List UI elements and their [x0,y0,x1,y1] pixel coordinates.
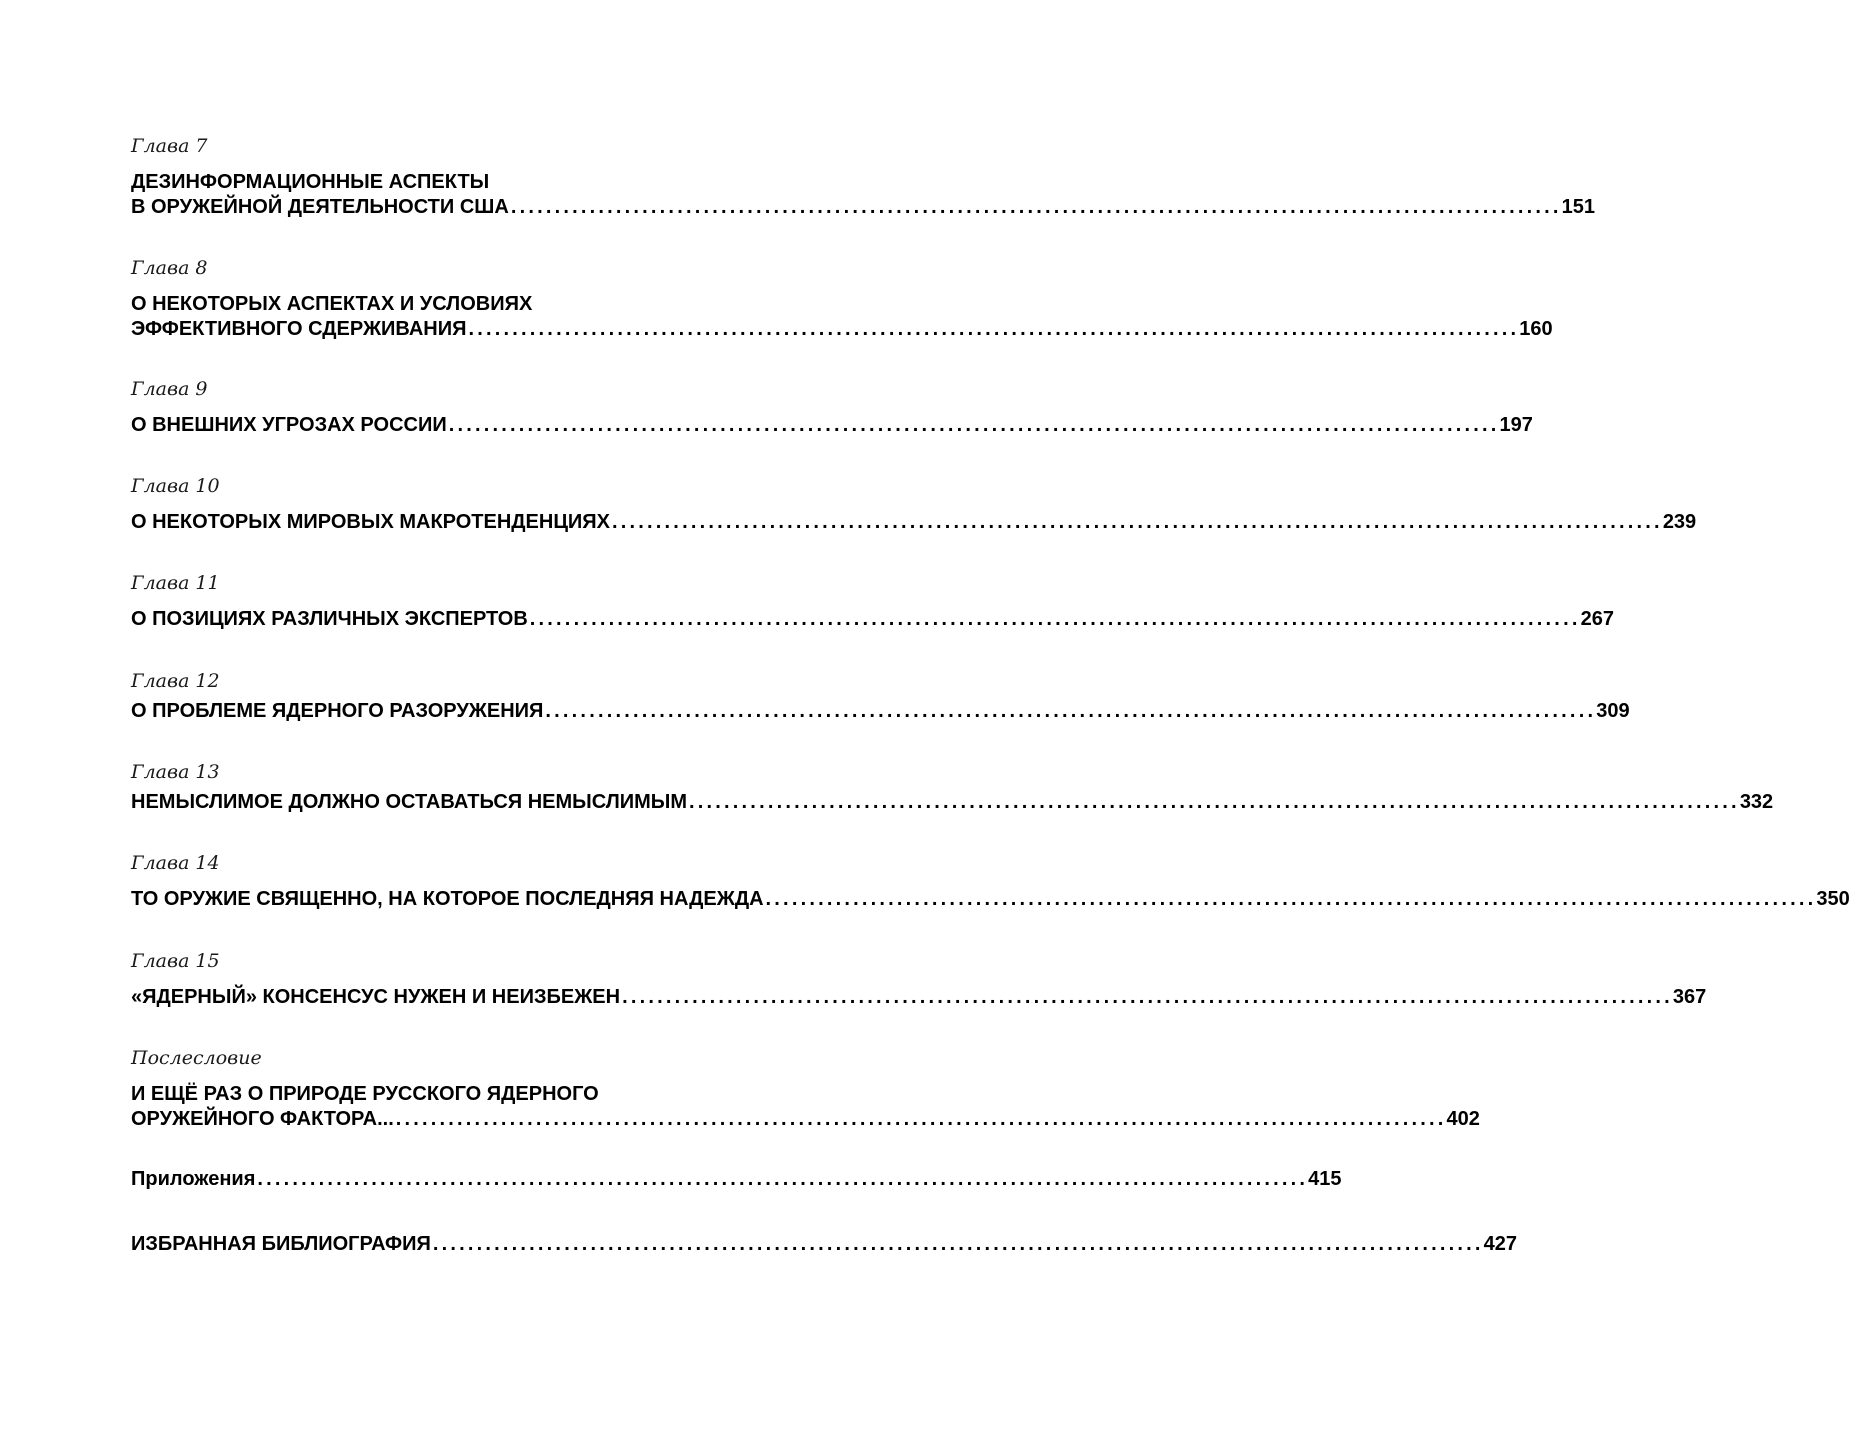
dot-leader: ........................................................................................................................ [468,318,1520,340]
chapter-9-page-number: 197 [1499,414,1533,436]
toc-entry-chapter-14[interactable] [131,887,1850,912]
bibliography-page-number: 427 [1483,1233,1518,1255]
chapter-7-label: Глава 7 [131,135,208,157]
appendices-page-number: 415 [1308,1168,1342,1190]
chapter-14-page-number: 350 [1816,888,1850,910]
dot-leader: ........................................................................................................................ [510,196,1562,218]
chapter-15-label: Глава 15 [131,950,220,972]
toc-entry-chapter-8[interactable] [131,292,1553,342]
chapter-9-label: Глава 9 [131,378,208,400]
afterword-page-number: 402 [1446,1108,1480,1130]
bibliography-title: ИЗБРАННАЯ БИБЛИОГРАФИЯ [131,1233,431,1255]
chapter-12-page-number: 309 [1596,700,1630,722]
chapter-15-title: «ЯДЕРНЫЙ» КОНСЕНСУС НУЖЕН И НЕИЗБЕЖЕН [131,986,621,1008]
chapter-13-title: НЕМЫСЛИМОЕ ДОЛЖНО ОСТАВАТЬСЯ НЕМЫСЛИМЫМ [131,791,688,813]
afterword-title-line-1: И ЕЩЁ РАЗ О ПРИРОДЕ РУССКОГО ЯДЕРНОГО [131,1083,599,1105]
toc-entry-chapter-15[interactable] [131,985,1707,1010]
toc-entry-appendices[interactable] [131,1167,1342,1192]
chapter-7-title-line-1: ДЕЗИНФОРМАЦИОННЫЕ АСПЕКТЫ [131,171,490,193]
dot-leader: ........................................................................................................................ [612,511,1663,533]
chapter-8-page-number: 160 [1519,318,1553,340]
dot-leader: ........................................................................................................................ [765,888,1817,910]
chapter-8-title-line-2: ЭФФЕКТИВНОГО СДЕРЖИВАНИЯ [131,318,467,340]
chapter-8-title-line-1: О НЕКОТОРЫХ АСПЕКТАХ И УСЛОВИЯХ [131,293,533,315]
chapter-11-label: Глава 11 [131,572,220,594]
chapter-12-title: О ПРОБЛЕМЕ ЯДЕРНОГО РАЗОРУЖЕНИЯ [131,700,544,722]
toc-entry-afterword[interactable] [131,1082,1480,1132]
toc-entry-chapter-11[interactable] [131,607,1614,632]
chapter-11-page-number: 267 [1580,608,1614,630]
chapter-9-title: О ВНЕШНИХ УГРОЗАХ РОССИИ [131,414,447,436]
chapter-14-label: Глава 14 [131,852,220,874]
chapter-10-page-number: 239 [1662,511,1697,533]
chapter-7-title-line-2: В ОРУЖЕЙНОЙ ДЕЯТЕЛЬНОСТИ США [131,196,509,218]
toc-entry-chapter-9[interactable] [131,413,1533,438]
dot-leader: ........................................................................................................................ [448,414,1500,436]
toc-entry-chapter-12[interactable] [131,699,1630,724]
toc-entry-chapter-13[interactable] [131,790,1774,815]
dot-leader: ........................................................................................................................ [545,700,1597,722]
chapter-13-label: Глава 13 [131,761,220,783]
chapter-14-title: ТО ОРУЖИЕ СВЯЩЕННО, НА КОТОРОЕ ПОСЛЕДНЯЯ НАДЕЖДА [131,888,764,910]
dot-leader: ........................................................................................................................ [689,791,1740,813]
chapter-10-title: О НЕКОТОРЫХ МИРОВЫХ МАКРОТЕНДЕНЦИЯХ [131,511,611,533]
dot-leader: ........................................................................................................................ [432,1233,1484,1255]
dot-leader: ........................................................................................................................ [529,608,1581,630]
chapter-11-title: О ПОЗИЦИЯХ РАЗЛИЧНЫХ ЭКСПЕРТОВ [131,608,528,630]
afterword-label: Послесловие [131,1047,262,1069]
chapter-15-page-number: 367 [1672,986,1707,1008]
dot-leader: ........................................................................................................................ [257,1168,1309,1190]
chapter-10-label: Глава 10 [131,475,220,497]
toc-entry-chapter-7[interactable] [131,170,1595,220]
chapter-7-page-number: 151 [1561,196,1595,218]
dot-leader: ........................................................................................................................ [395,1108,1447,1130]
toc-entry-bibliography[interactable] [131,1232,1518,1257]
dot-leader: ........................................................................................................................ [622,986,1673,1008]
toc-entry-chapter-10[interactable] [131,510,1697,535]
chapter-8-label: Глава 8 [131,257,208,279]
appendices-title: Приложения [131,1168,256,1190]
afterword-title-line-2: ОРУЖЕЙНОГО ФАКТОРА... [131,1108,394,1130]
chapter-13-page-number: 332 [1739,791,1774,813]
chapter-12-label: Глава 12 [131,670,220,692]
